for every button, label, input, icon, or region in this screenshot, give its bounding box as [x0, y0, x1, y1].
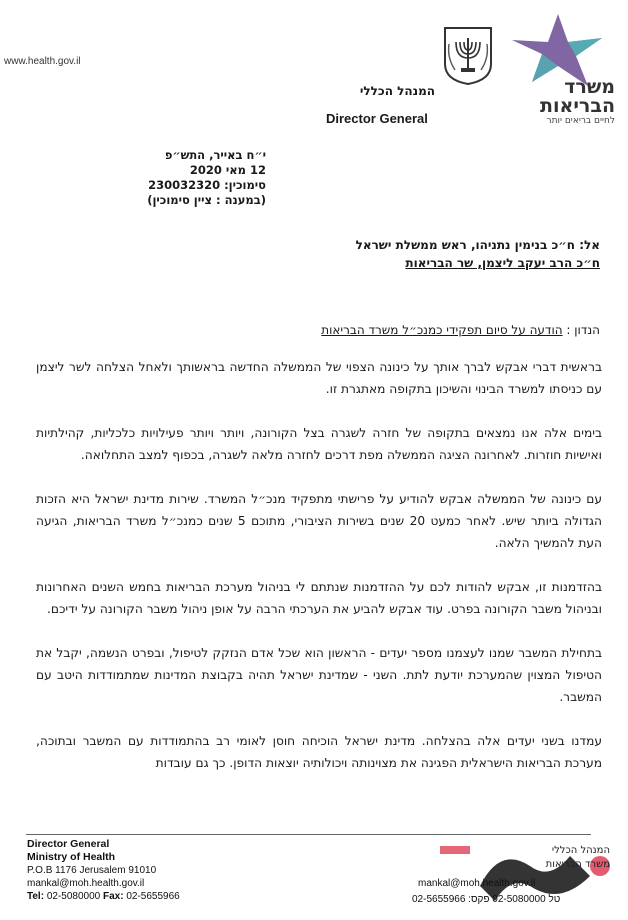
recipient-line-1: אל: ח״כ בנימין נתניהו, ראש ממשלת ישראל [355, 238, 600, 252]
footer-hebrew [480, 844, 610, 872]
subject-line [150, 322, 600, 338]
footer-he-title: המנהל הכללי [551, 845, 610, 856]
director-general-hebrew: המנהל הכללי [359, 84, 435, 98]
footer-he-email: mankal@moh.health.gov.il [418, 878, 536, 889]
website-url: www.health.gov.il [4, 56, 81, 67]
subject-text: הודעה על סיום תפקידי כמנכ״ל משרד הבריאות [321, 323, 563, 337]
footer-english [27, 838, 180, 903]
ministry-name-line1: משרד [564, 76, 615, 98]
director-general-english: Director General [326, 111, 428, 126]
reference-number: סימוכין: 230032320 [148, 178, 266, 192]
recipient-line-2: ח״כ הרב יעקב ליצמן, שר הבריאות [405, 256, 600, 270]
ministry-tagline: לחיים בריאים יותר [546, 116, 615, 126]
footer-he-phones: 02-5655966 :טל 02-5080000 פקס [412, 894, 561, 905]
footer-fax-label: Fax: [103, 891, 124, 902]
body-paragraph-6: עמדנו בשני יעדים אלה בהצלחה. מדינת ישראל הוכיחה חוסן לאומי רב בהתמודדות עם המשבר ובתוכה, מערכת הבריאות הישראלית הפגינה את מצוינותה ויכולותיה יוצאות הדופן. כך גם עובדות [36, 734, 602, 770]
ministry-name-line2: הבריאות [539, 95, 615, 117]
date-gregorian: 12 מאי 2020 [189, 163, 266, 177]
footer-fax: 02-5655966 [126, 891, 180, 902]
body-paragraph-4: בהזדמנות זו, אבקש להודות לכם על ההזדמנות שנתתם לי בניהול מערכת הבריאות בחמש השנים האחרונות ובניהול משבר הקורונה בפרט. עוד אבקש להביע את הערכתי הרבה על אופן ניהול משבר הקורונה על ידיכם. [36, 580, 602, 616]
reply-note: (במענה : ציין סימוכין) [147, 193, 266, 207]
recipients [200, 236, 600, 272]
body-paragraph-5: בתחילת המשבר שמנו לעצמנו מספר יעדים - הראשון הוא שכל אדם הנזקק לטיפול, ובפרט הנשמה, יקבל את הטיפול המצוין שהמערכת יודעת לתת. השני - שמדינת ישראל תהיה בקבוצת המדינות שמתמודדות היטב עם המשבר. [36, 646, 602, 704]
footer-email: mankal@moh.health.gov.il [27, 878, 145, 889]
footer-pob: P.O.B 1176 Jerusalem 91010 [27, 865, 157, 876]
footer-phones [27, 890, 180, 903]
subject-label: הנדון : [562, 323, 600, 337]
letter-meta [36, 148, 266, 208]
footer-he-org: משרד הבריאות [545, 859, 610, 870]
body-paragraph-1: בראשית דברי אבקש לברך אותך על כינונה הצפוי של הממשלה החדשה בראשותך ולאחל הצלחה לשר ליצמן עם כניסתו למשרד הבינוי והשיכון בתקופה מאתגרת זו. [36, 360, 602, 396]
ministry-name [490, 78, 615, 116]
letter-body [36, 356, 602, 796]
date-hebrew: י״ח באייר, התש״פ [164, 148, 266, 162]
footer-title: Director General [27, 838, 110, 850]
body-paragraph-3: עם כינונה של הממשלה אבקש להודיע על פרישתי מתפקיד מנכ״ל המשרד. שירות מדינת ישראל היא הזכות הגדולה ביותר שיש. לאחר כמעט 20 שנים בשירות הציבורי, מתוכם 5 שנים כמנכ״ל משרד הבריאות, הגיעה העת להמשיך הלאה. [36, 492, 602, 550]
footer-org: Ministry of Health [27, 851, 116, 863]
footer-tel: 02-5080000 [46, 891, 101, 902]
state-emblem-icon [441, 24, 495, 86]
footer-tel-label: Tel: [27, 891, 45, 902]
body-paragraph-2: בימים אלה אנו נמצאים בתקופה של חזרה לשגרה בצל הקורונה, ויותר ויותר פעילויות כלכליות, קהילתיות ואישיות חוזרות. לאחרונה הציגה הממשלה מפת דרכים לחזרה מלאה לשגרה, בכפוף למצב התחלואה. [36, 426, 602, 462]
